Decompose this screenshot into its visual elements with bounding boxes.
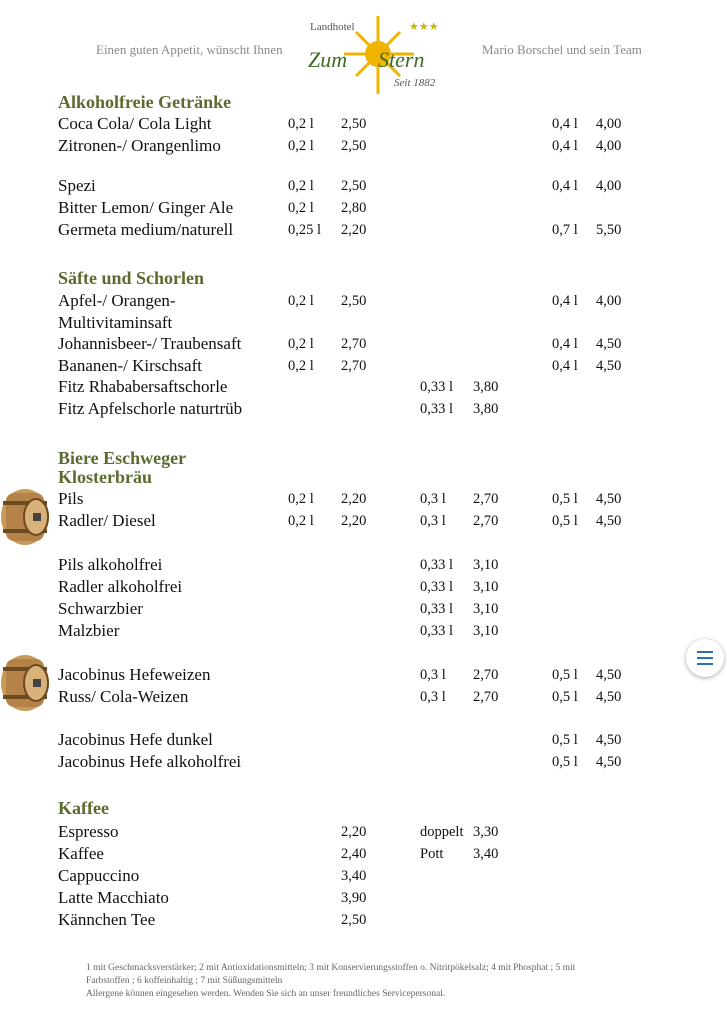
size-label: 0,33 l [420, 579, 454, 595]
logo-since: Seit 1882 [394, 77, 436, 89]
size-label: 0,2 l [288, 200, 314, 216]
price-label: 4,50 [596, 732, 622, 748]
price-label: 5,50 [596, 222, 622, 238]
price-label: 3,10 [473, 579, 499, 595]
size-label: 0,2 l [288, 293, 314, 309]
section-kaffee: Kaffee [58, 798, 109, 818]
menu-item-name: Germeta medium/naturell [58, 220, 234, 239]
price-label: 2,50 [341, 116, 367, 132]
allergen-note: Allergene können eingesehen werden. Wenden Sie sich an unser freundliches Servicepersonal. [86, 989, 446, 999]
size-label: 0,3 l [420, 667, 446, 683]
menu-item-name: Schwarzbier [58, 599, 143, 618]
price-label: 2,20 [341, 222, 367, 238]
size-label: 0,4 l [552, 178, 578, 194]
price-label: 3,40 [473, 846, 499, 862]
price-label: 4,50 [596, 491, 622, 507]
menu-item-name: Zitronen-/ Orangenlimo [58, 136, 221, 155]
size-label: 0,4 l [552, 293, 578, 309]
price-label: 4,50 [596, 689, 622, 705]
size-label: 0,2 l [288, 358, 314, 374]
size-label: 0,33 l [420, 379, 454, 395]
size-label: 0,5 l [552, 689, 578, 705]
price-label: 2,20 [341, 491, 367, 507]
hotel-logo [306, 14, 448, 96]
price-label: 2,40 [341, 846, 367, 862]
price-label: 4,00 [596, 178, 622, 194]
price-label: 2,20 [341, 513, 367, 529]
size-label: 0,2 l [288, 491, 314, 507]
logo-top: Landhotel [310, 21, 355, 33]
menu-item-name: Apfel-/ Orangen- [58, 291, 176, 310]
menu-item-name: Jacobinus Hefe dunkel [58, 730, 213, 749]
menu-item-name: Multivitaminsaft [58, 313, 173, 332]
price-label: 4,50 [596, 667, 622, 683]
price-label: 2,50 [341, 912, 367, 928]
price-label: 4,00 [596, 138, 622, 154]
menu-item-name: Russ/ Cola-Weizen [58, 687, 189, 706]
price-label: 2,20 [341, 824, 367, 840]
price-label: 3,90 [341, 890, 367, 906]
size-label: 0,5 l [552, 667, 578, 683]
price-label: 3,10 [473, 623, 499, 639]
price-label: 4,50 [596, 336, 622, 352]
price-label: 3,40 [341, 868, 367, 884]
size-label: 0,33 l [420, 401, 454, 417]
menu-item-name: Radler/ Diesel [58, 511, 156, 530]
size-label: 0,5 l [552, 513, 578, 529]
size-label: 0,4 l [552, 358, 578, 374]
size-label: 0,2 l [288, 513, 314, 529]
menu-item-name: Bitter Lemon/ Ginger Ale [58, 198, 234, 217]
menu-item-name: Pils alkoholfrei [58, 555, 163, 574]
size-label: 0,5 l [552, 732, 578, 748]
section-biere-line1: Biere Eschweger [58, 448, 187, 468]
logo-stars: ★★★ [409, 20, 439, 33]
size-label: 0,2 l [288, 336, 314, 352]
price-label: 2,70 [341, 336, 367, 352]
beer-barrel-icon [0, 487, 50, 547]
size-label: doppelt [420, 824, 464, 840]
section-biere-line2: Klosterbräu [58, 467, 152, 487]
price-label: 3,10 [473, 601, 499, 617]
menu-item-name: Kännchen Tee [58, 910, 156, 929]
price-label: 3,80 [473, 379, 499, 395]
menu-item-name: Espresso [58, 822, 119, 841]
size-label: 0,2 l [288, 116, 314, 132]
size-label: 0,3 l [420, 491, 446, 507]
section-alkoholfrei: Alkoholfreie Getränke [58, 92, 232, 112]
size-label: 0,33 l [420, 623, 454, 639]
price-label: 4,00 [596, 293, 622, 309]
price-label: 4,50 [596, 754, 622, 770]
team-text: Mario Borschel und sein Team [482, 42, 642, 57]
size-label: 0,33 l [420, 601, 454, 617]
price-label: 2,70 [473, 513, 499, 529]
size-label: 0,33 l [420, 557, 454, 573]
price-label: 2,50 [341, 293, 367, 309]
size-label: 0,2 l [288, 138, 314, 154]
size-label: 0,5 l [552, 491, 578, 507]
sun-icon [306, 14, 448, 96]
menu-item-name: Cappuccino [58, 866, 140, 885]
menu-item-name: Radler alkoholfrei [58, 577, 183, 596]
price-label: 4,50 [596, 358, 622, 374]
price-label: 2,70 [473, 689, 499, 705]
menu-item-name: Spezi [58, 176, 96, 195]
menu-item-name: Malzbier [58, 621, 120, 640]
section-saefte: Säfte und Schorlen [58, 268, 205, 288]
menu-item-name: Fitz Apfelschorle naturtrüb [58, 399, 243, 418]
price-label: 4,50 [596, 513, 622, 529]
price-label: 4,00 [596, 116, 622, 132]
menu-item-name: Johannisbeer-/ Traubensaft [58, 334, 242, 353]
price-label: 2,50 [341, 178, 367, 194]
footnote-line2: Farbstoffen ; 6 koffeinhaltig ; 7 mit Süßungsmitteln [86, 976, 283, 986]
price-label: 2,70 [341, 358, 367, 374]
logo-name-a: Zum [308, 47, 348, 72]
menu-item-name: Bananen-/ Kirschsaft [58, 356, 202, 375]
beer-barrel-icon [0, 653, 50, 713]
menu-item-name: Latte Macchiato [58, 888, 169, 907]
price-label: 3,80 [473, 401, 499, 417]
size-label: 0,25 l [288, 222, 322, 238]
size-label: Pott [420, 846, 444, 862]
menu-item-name: Pils [58, 489, 84, 508]
footnote-line1: 1 mit Geschmacksverstärker; 2 mit Antioxidationsmitteln; 3 mit Konservierungsstoffen o. Nitritpökelsalz; 4 mit Phosphat ; 5 mit [86, 963, 576, 973]
greeting-text: Einen guten Appetit, wünscht Ihnen [96, 42, 283, 57]
size-label: 0,7 l [552, 222, 578, 238]
size-label: 0,3 l [420, 513, 446, 529]
menu-item-name: Jacobinus Hefe alkoholfrei [58, 752, 242, 771]
size-label: 0,5 l [552, 754, 578, 770]
price-label: 2,50 [341, 138, 367, 154]
size-label: 0,4 l [552, 138, 578, 154]
price-label: 2,70 [473, 491, 499, 507]
size-label: 0,2 l [288, 178, 314, 194]
menu-item-name: Coca Cola/ Cola Light [58, 114, 212, 133]
price-label: 3,30 [473, 824, 499, 840]
price-label: 3,10 [473, 557, 499, 573]
menu-item-name: Kaffee [58, 844, 104, 863]
size-label: 0,4 l [552, 116, 578, 132]
size-label: 0,3 l [420, 689, 446, 705]
hamburger-menu-icon [686, 639, 724, 677]
price-label: 2,70 [473, 667, 499, 683]
size-label: 0,4 l [552, 336, 578, 352]
price-label: 2,80 [341, 200, 367, 216]
menu-item-name: Fitz Rhababersaftschorle [58, 377, 228, 396]
menu-button[interactable] [686, 639, 724, 677]
logo-name-b: Stern [378, 47, 425, 72]
menu-item-name: Jacobinus Hefeweizen [58, 665, 211, 684]
